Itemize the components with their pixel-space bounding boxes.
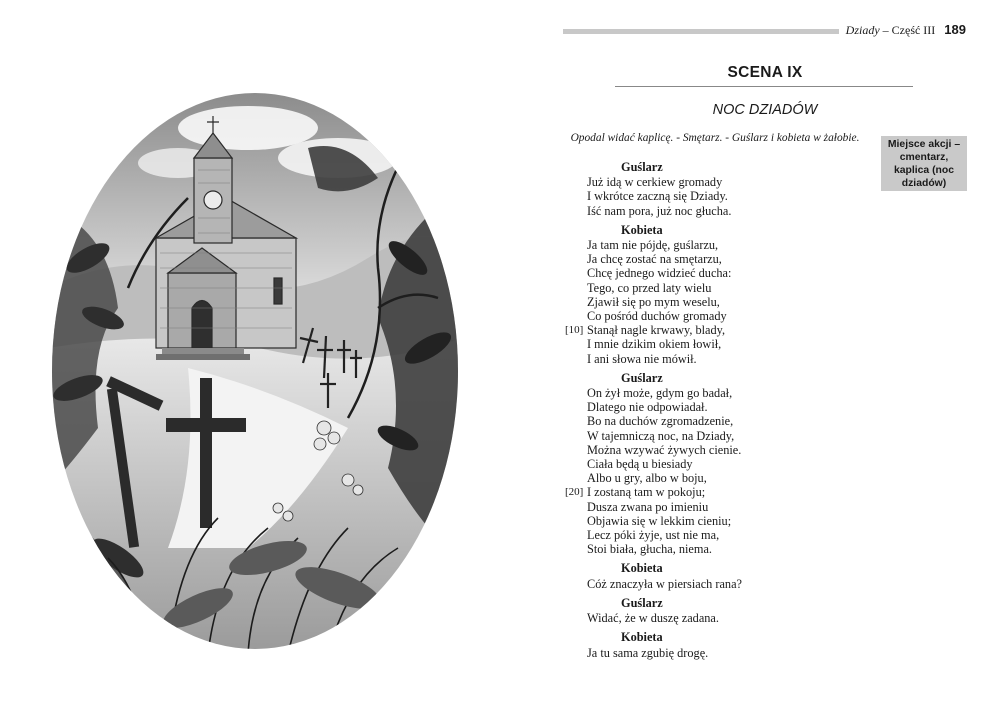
verse-line xyxy=(587,352,877,366)
part-label: – Część III xyxy=(879,23,936,37)
cemetery-chapel-illustration xyxy=(48,88,462,654)
verse-line xyxy=(565,485,877,500)
verse-text: Ciała będą u biesiady xyxy=(587,457,693,472)
verse-line xyxy=(587,646,877,660)
right-page xyxy=(505,0,1000,712)
verse-text: Widać, że w duszę zadana. xyxy=(587,611,719,626)
verse-line xyxy=(587,189,877,203)
speech-block xyxy=(587,596,877,625)
scene-title-rule xyxy=(615,86,913,87)
speaker-name: Guślarz xyxy=(621,370,663,385)
verse-text: Tego, co przed laty wielu xyxy=(587,280,712,295)
verse-line xyxy=(587,309,877,323)
verse-line xyxy=(587,266,877,280)
verse-line xyxy=(587,175,877,189)
line-number: [20] xyxy=(565,486,584,499)
verse-text: Cóż znaczyła w piersiach rana? xyxy=(587,576,742,591)
speaker-name: Guślarz xyxy=(621,595,663,610)
verse-line xyxy=(587,414,877,428)
verse-line xyxy=(587,386,877,400)
verse-text: I wkrótce zaczną się Dziady. xyxy=(587,189,728,204)
verse-line xyxy=(587,514,877,528)
verse-line xyxy=(587,500,877,514)
verse-text: W tajemniczą noc, na Dziady, xyxy=(587,428,735,443)
verse-text: Ja tam nie pójdę, guślarzu, xyxy=(587,238,719,253)
verse-text: Objawia się w lekkim cieniu; xyxy=(587,513,732,528)
page-number: 189 xyxy=(944,22,966,37)
verse-text: Można wzywać żywych cienie. xyxy=(587,442,742,457)
running-head xyxy=(846,22,966,38)
verse-line xyxy=(587,281,877,295)
line-number: [10] xyxy=(565,324,584,337)
speaker-name: Guślarz xyxy=(621,160,663,174)
speaker-name: Kobieta xyxy=(621,222,663,237)
verse-text: Iść nam pora, już noc głucha. xyxy=(587,203,732,218)
verse-text: On żył może, gdym go badał, xyxy=(587,386,733,401)
verse-text: Stanął nagle krwawy, blady, xyxy=(587,323,726,338)
scene-title: SCENA IX xyxy=(727,64,803,81)
margin-note-box xyxy=(881,136,967,191)
verse-line xyxy=(587,528,877,542)
speaker-name: Kobieta xyxy=(621,630,663,645)
speech-block xyxy=(587,561,877,590)
speech-block xyxy=(587,160,877,218)
verse-text: I zostaną tam w pokoju; xyxy=(587,485,706,500)
verse-line xyxy=(587,542,877,556)
verse-text: Ja chcę zostać na smętarzu, xyxy=(587,252,722,267)
verse-line xyxy=(587,400,877,414)
margin-note-text: Miejsce akcji – cmentarz, kaplica (noc dziadów) xyxy=(887,138,961,189)
speech-block xyxy=(565,370,877,557)
verse-line xyxy=(587,238,877,252)
stage-direction: Opodal widać kaplicę. - Smętarz. - Guślarz i kobieta w żałobie. xyxy=(570,132,860,144)
speech-block xyxy=(565,222,877,366)
book-title: Dziady xyxy=(845,23,880,37)
verse-text: Co pośród duchów gromady xyxy=(587,309,727,324)
scene-subtitle: NOC DZIADÓW xyxy=(712,102,818,118)
verse-text: I mnie dzikim okiem łowił, xyxy=(587,337,722,352)
verse-line xyxy=(587,577,877,591)
verse-line xyxy=(587,429,877,443)
verse-dialogue xyxy=(565,160,877,665)
verse-text: Bo na duchów zgromadzenie, xyxy=(587,414,734,429)
verse-text: Albo u gry, albo w boju, xyxy=(587,471,707,486)
verse-line xyxy=(565,323,877,338)
header-rule xyxy=(563,29,839,34)
verse-text: Chcę jednego widzieć ducha: xyxy=(587,266,732,281)
verse-text: Stoi biała, głucha, niema. xyxy=(587,542,712,557)
verse-text: Dlatego nie odpowiadał. xyxy=(587,400,708,415)
verse-line xyxy=(587,252,877,266)
verse-line xyxy=(587,471,877,485)
speech-block xyxy=(587,630,877,659)
verse-text: I ani słowa nie mówił. xyxy=(587,351,697,366)
verse-line xyxy=(587,443,877,457)
verse-line xyxy=(587,457,877,471)
verse-text: Dusza zwana po imieniu xyxy=(587,499,709,514)
verse-line xyxy=(587,611,877,625)
speaker-name: Kobieta xyxy=(621,561,663,576)
verse-text: Ja tu sama zgubię drogę. xyxy=(587,645,709,660)
verse-line xyxy=(587,204,877,218)
verse-line xyxy=(587,337,877,351)
verse-text: Już idą w cerkiew gromady xyxy=(587,175,723,190)
left-page xyxy=(0,0,495,712)
verse-text: Zjawił się po mym weselu, xyxy=(587,294,720,309)
verse-line xyxy=(587,295,877,309)
verse-text: Lecz póki żyje, ust nie ma, xyxy=(587,528,720,543)
